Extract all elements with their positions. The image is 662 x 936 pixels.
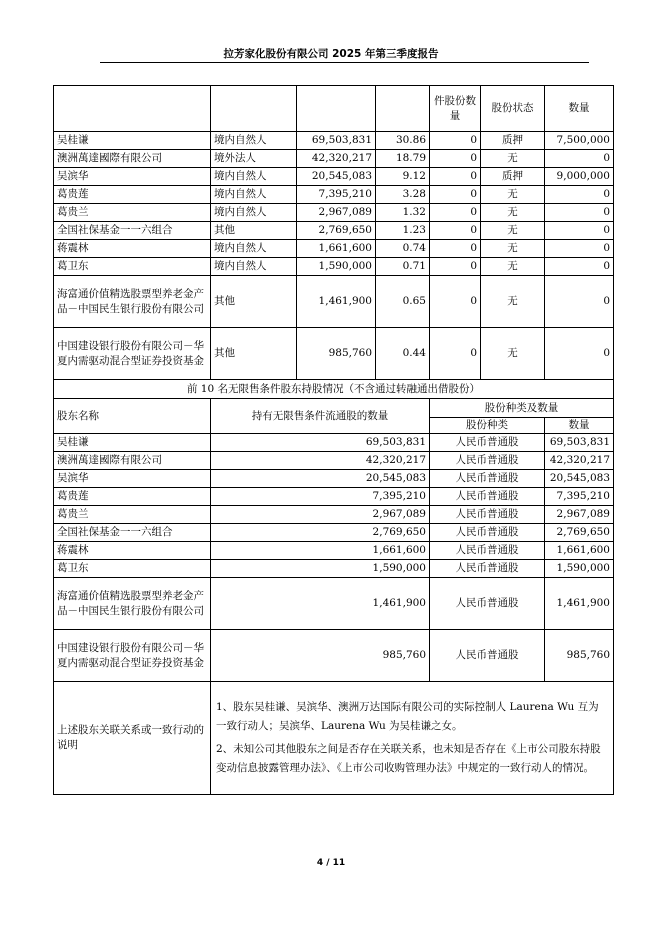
share-class: 人民币普通股: [430, 452, 545, 470]
pledged-quantity: 9,000,000: [545, 168, 614, 186]
holder-name: 澳洲萬達國際有限公司: [54, 150, 211, 168]
unrestricted-shares: 1,661,600: [211, 542, 430, 560]
share-status: 质押: [481, 168, 545, 186]
share-quantity: 20,545,083: [545, 470, 614, 488]
holder-name: 海富通价值精选股票型养老金产品－中国民生银行股份有限公司: [54, 276, 211, 328]
table1-row: [54, 258, 614, 276]
shareholder-table: [53, 85, 614, 795]
share-class: 人民币普通股: [430, 488, 545, 506]
header-pledged-shares: 件股份数量: [430, 86, 481, 132]
share-quantity: 985,760: [545, 630, 614, 682]
holder-type: 其他: [211, 276, 297, 328]
unrestricted-shares: 42,320,217: [211, 452, 430, 470]
pledged-quantity: 0: [545, 240, 614, 258]
header-holder-name: 股东名称: [54, 399, 211, 434]
share-status: 无: [481, 186, 545, 204]
blank-header-cell: [297, 86, 376, 132]
header-share-class: 股份种类: [430, 418, 545, 434]
unrestricted-shares: 1,461,900: [211, 578, 430, 630]
table2-row: [54, 434, 614, 452]
share-quantity: 7,395,210: [545, 488, 614, 506]
pledged-quantity: 0: [545, 276, 614, 328]
holder-name: 葛贵兰: [54, 204, 211, 222]
holder-name: 葛贵莲: [54, 186, 211, 204]
notes-content: [211, 682, 614, 795]
share-status: 无: [481, 328, 545, 380]
share-class: 人民币普通股: [430, 560, 545, 578]
table2-row: [54, 630, 614, 682]
unrestricted-shares: 1,590,000: [211, 560, 430, 578]
holder-type: 境内自然人: [211, 132, 297, 150]
share-status: 无: [481, 204, 545, 222]
holder-name: 海富通价值精选股票型养老金产品－中国民生银行股份有限公司: [54, 578, 211, 630]
table1-header-row: [54, 86, 614, 132]
table2-header-row: [54, 399, 614, 418]
restricted-shares: 0: [430, 204, 481, 222]
notes-paragraph-1: 1、股东吴桂谦、吴滨华、澳洲万达国际有限公司的实际控制人 Laurena Wu 互为一致行动人；吴滨华、Laurena Wu 为吴桂谦之女。: [216, 701, 599, 732]
shares-held: 42,320,217: [297, 150, 376, 168]
share-quantity: 1,661,600: [545, 542, 614, 560]
pledged-quantity: 0: [545, 150, 614, 168]
shares-held: 1,461,900: [297, 276, 376, 328]
restricted-shares: 0: [430, 222, 481, 240]
table1-row: [54, 168, 614, 186]
share-quantity: 2,967,089: [545, 506, 614, 524]
table1-row: [54, 132, 614, 150]
header-share-status: 股份状态: [481, 86, 545, 132]
unrestricted-shares: 985,760: [211, 630, 430, 682]
notes-row: [54, 682, 614, 795]
holder-name: 葛贵兰: [54, 506, 211, 524]
unrestricted-shares: 2,967,089: [211, 506, 430, 524]
holder-type: 境内自然人: [211, 168, 297, 186]
restricted-shares: 0: [430, 150, 481, 168]
header-divider: [100, 62, 589, 63]
share-class: 人民币普通股: [430, 630, 545, 682]
holding-percent: 0.74: [376, 240, 430, 258]
holder-name: 蒋震林: [54, 542, 211, 560]
shares-held: 20,545,083: [297, 168, 376, 186]
holder-name: 中国建设银行股份有限公司－华夏内需驱动混合型证券投资基金: [54, 328, 211, 380]
holder-name: 葛贵莲: [54, 488, 211, 506]
header-share-class-group: 股份种类及数量: [430, 399, 614, 418]
holder-type: 境内自然人: [211, 240, 297, 258]
notes-paragraph-2: 2、未知公司其他股东之间是否存在关联关系，也未知是否存在《上市公司股东持股变动信息披露管理办法》、《上市公司收购管理办法》中规定的一致行动人的情况。: [216, 743, 601, 774]
restricted-shares: 0: [430, 132, 481, 150]
share-quantity: 2,769,650: [545, 524, 614, 542]
table1-row: [54, 328, 614, 380]
holding-percent: 1.32: [376, 204, 430, 222]
holder-name: 吴桂谦: [54, 132, 211, 150]
holder-name: 葛卫东: [54, 560, 211, 578]
blank-header-cell: [376, 86, 430, 132]
shares-held: 1,590,000: [297, 258, 376, 276]
pledged-quantity: 7,500,000: [545, 132, 614, 150]
holding-percent: 3.28: [376, 186, 430, 204]
holding-percent: 0.71: [376, 258, 430, 276]
holder-type: 其他: [211, 222, 297, 240]
pledged-quantity: 0: [545, 258, 614, 276]
pledged-quantity: 0: [545, 328, 614, 380]
unrestricted-shares: 20,545,083: [211, 470, 430, 488]
table2-row: [54, 578, 614, 630]
table2-row: [54, 542, 614, 560]
holder-type: 境内自然人: [211, 204, 297, 222]
holder-type: 其他: [211, 328, 297, 380]
share-quantity: 1,590,000: [545, 560, 614, 578]
restricted-shares: 0: [430, 328, 481, 380]
shares-held: 7,395,210: [297, 186, 376, 204]
unrestricted-shares: 2,769,650: [211, 524, 430, 542]
table2-title: 前 10 名无限售条件股东持股情况（不含通过转融通出借股份）: [54, 380, 614, 399]
unrestricted-shares: 7,395,210: [211, 488, 430, 506]
shares-held: 69,503,831: [297, 132, 376, 150]
share-status: 无: [481, 258, 545, 276]
header-quantity-2: 数量: [545, 418, 614, 434]
holding-percent: 0.44: [376, 328, 430, 380]
table1-row: [54, 276, 614, 328]
holder-name: 蒋震林: [54, 240, 211, 258]
blank-header-cell: [211, 86, 297, 132]
share-class: 人民币普通股: [430, 434, 545, 452]
holder-name: 全国社保基金一一六组合: [54, 222, 211, 240]
holder-name: 中国建设银行股份有限公司－华夏内需驱动混合型证券投资基金: [54, 630, 211, 682]
table1-row: [54, 240, 614, 258]
share-quantity: 1,461,900: [545, 578, 614, 630]
page-header: 拉芳家化股份有限公司 2025 年第三季度报告: [223, 48, 439, 60]
restricted-shares: 0: [430, 240, 481, 258]
table1-row: [54, 204, 614, 222]
notes-label: 上述股东关联关系或一致行动的说明: [54, 682, 211, 795]
holder-name: 吴桂谦: [54, 434, 211, 452]
table2-row: [54, 470, 614, 488]
holder-name: 葛卫东: [54, 258, 211, 276]
table2-row: [54, 560, 614, 578]
blank-header-cell: [54, 86, 211, 132]
holder-name: 澳洲萬達國際有限公司: [54, 452, 211, 470]
holder-type: 境内自然人: [211, 258, 297, 276]
holding-percent: 9.12: [376, 168, 430, 186]
holder-name: 全国社保基金一一六组合: [54, 524, 211, 542]
holding-percent: 18.79: [376, 150, 430, 168]
share-status: 无: [481, 240, 545, 258]
pledged-quantity: 0: [545, 222, 614, 240]
share-status: 无: [481, 222, 545, 240]
holder-type: 境内自然人: [211, 186, 297, 204]
table1-row: [54, 150, 614, 168]
table2-title-row: [54, 380, 614, 399]
restricted-shares: 0: [430, 186, 481, 204]
restricted-shares: 0: [430, 168, 481, 186]
holder-name: 吴滨华: [54, 168, 211, 186]
table2-row: [54, 506, 614, 524]
pledged-quantity: 0: [545, 186, 614, 204]
holding-percent: 1.23: [376, 222, 430, 240]
table2-row: [54, 452, 614, 470]
header-quantity: 数量: [545, 86, 614, 132]
shares-held: 985,760: [297, 328, 376, 380]
share-status: 无: [481, 150, 545, 168]
restricted-shares: 0: [430, 258, 481, 276]
table1-row: [54, 186, 614, 204]
share-status: 无: [481, 276, 545, 328]
page-number: 4 / 11: [316, 858, 346, 868]
holder-type: 境外法人: [211, 150, 297, 168]
share-class: 人民币普通股: [430, 578, 545, 630]
table1-row: [54, 222, 614, 240]
share-class: 人民币普通股: [430, 542, 545, 560]
share-quantity: 42,320,217: [545, 452, 614, 470]
holding-percent: 30.86: [376, 132, 430, 150]
restricted-shares: 0: [430, 276, 481, 328]
table2-row: [54, 488, 614, 506]
share-class: 人民币普通股: [430, 470, 545, 488]
header-unrestricted-shares: 持有无限售条件流通股的数量: [211, 399, 430, 434]
shares-held: 2,967,089: [297, 204, 376, 222]
shares-held: 2,769,650: [297, 222, 376, 240]
share-status: 质押: [481, 132, 545, 150]
share-class: 人民币普通股: [430, 524, 545, 542]
share-class: 人民币普通股: [430, 506, 545, 524]
holding-percent: 0.65: [376, 276, 430, 328]
shares-held: 1,661,600: [297, 240, 376, 258]
holder-name: 吴滨华: [54, 470, 211, 488]
pledged-quantity: 0: [545, 204, 614, 222]
table2-row: [54, 524, 614, 542]
unrestricted-shares: 69,503,831: [211, 434, 430, 452]
share-quantity: 69,503,831: [545, 434, 614, 452]
